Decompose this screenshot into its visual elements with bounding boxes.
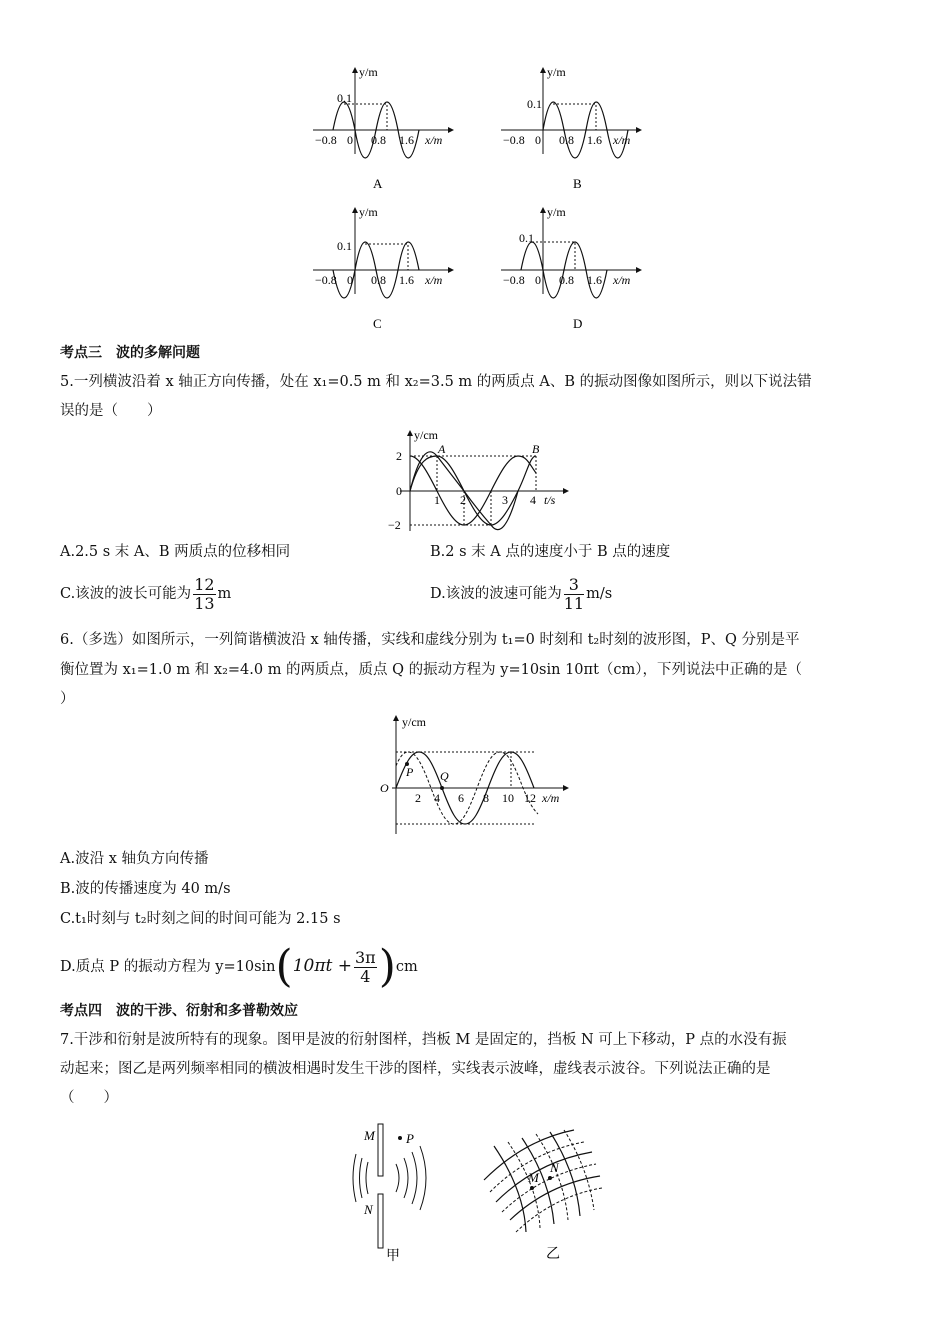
svg-text:0.8: 0.8	[371, 133, 386, 147]
svg-text:1: 1	[434, 493, 440, 507]
svg-text:y/m: y/m	[359, 205, 378, 219]
section-heading-3: 考点三 波的多解问题	[60, 345, 200, 361]
svg-text:N: N	[364, 1202, 373, 1217]
svg-text:4: 4	[434, 791, 440, 805]
svg-text:−0.8: −0.8	[503, 133, 525, 147]
q6-option-a: A.波沿 x 轴负方向传播	[60, 851, 209, 867]
svg-text:y/cm: y/cm	[402, 715, 426, 729]
svg-text:x/m: x/m	[425, 273, 443, 287]
q6-text-line2: 衡位置为 x₁=1.0 m 和 x₂=4.0 m 的两质点，质点 Q 的振动方程为 y=10sin 10πt（cm），下列说法中正确的是（	[60, 662, 803, 678]
q7-text-line2: 动起来；图乙是两列频率相同的横波相遇时发生干涉的图样，实线表示波峰，虚线表示波谷。下列说法正确的是	[60, 1061, 771, 1077]
svg-text:C: C	[373, 316, 382, 331]
q5-option-c: C.该波的波长可能为 $\frac{12}{13}$ m	[60, 574, 232, 613]
svg-text:y/m: y/m	[547, 205, 566, 219]
q5-text-line2: 误的是（ ）	[60, 403, 162, 419]
svg-text:B: B	[532, 442, 540, 456]
svg-text:8: 8	[483, 791, 489, 805]
wave-graph-a	[305, 62, 465, 202]
svg-text:y/m: y/m	[547, 65, 566, 79]
section-heading-4: 考点四 波的干涉、衍射和多普勒效应	[60, 1003, 298, 1019]
q5-option-a: A.2.5 s 末 A、B 两质点的位移相同	[60, 544, 291, 560]
svg-text:乙: 乙	[546, 1247, 560, 1262]
svg-text:1.6: 1.6	[399, 133, 414, 147]
q6-text-line3: ）	[60, 691, 75, 707]
q6-option-c: C.t₁时刻与 t₂时刻之间的时间可能为 2.15 s	[60, 911, 341, 927]
svg-text:A: A	[373, 176, 383, 191]
q7-text-line3: （ ）	[60, 1090, 118, 1106]
svg-text:2: 2	[460, 493, 466, 507]
q6-wave-graph	[372, 712, 582, 838]
svg-text:甲: 甲	[386, 1249, 400, 1264]
svg-text:6: 6	[458, 791, 464, 805]
svg-text:x/m: x/m	[613, 273, 631, 287]
svg-text:2: 2	[396, 449, 402, 463]
svg-text:P: P	[406, 765, 414, 779]
svg-text:y/m: y/m	[359, 65, 378, 79]
svg-text:P: P	[406, 1131, 414, 1146]
interference-figure-yi	[474, 1120, 614, 1264]
svg-text:M: M	[364, 1128, 375, 1143]
svg-text:−0.8: −0.8	[503, 273, 525, 287]
svg-text:−0.8: −0.8	[315, 133, 337, 147]
q6-option-d: D.质点 P 的振动方程为 y=10sin(10πt + $\frac{3\pi}{4}$ )cm	[60, 941, 418, 992]
svg-text:M: M	[528, 1170, 539, 1185]
q7-text-line1: 7.干涉和衍射是波所特有的现象。图甲是波的衍射图样，挡板 M 是固定的，挡板 N 可上下移动，P 点的水没有振	[60, 1032, 787, 1048]
wave-graph-b	[493, 62, 653, 202]
svg-text:0.8: 0.8	[371, 273, 386, 287]
svg-text:0: 0	[347, 133, 353, 147]
svg-text:x/m: x/m	[425, 133, 443, 147]
svg-text:0: 0	[535, 273, 541, 287]
svg-text:0.1: 0.1	[337, 239, 352, 253]
svg-text:x/m: x/m	[542, 791, 560, 805]
svg-text:0: 0	[396, 484, 402, 498]
svg-text:N: N	[550, 1160, 559, 1175]
q5-option-b: B.2 s 末 A 点的速度小于 B 点的速度	[430, 544, 671, 560]
svg-text:0.8: 0.8	[559, 273, 574, 287]
svg-text:1.6: 1.6	[587, 273, 602, 287]
svg-text:y/cm: y/cm	[414, 428, 438, 442]
svg-text:−0.8: −0.8	[315, 273, 337, 287]
svg-text:0: 0	[347, 273, 353, 287]
svg-text:10: 10	[502, 791, 514, 805]
diffraction-figure-jia	[340, 1118, 450, 1264]
wave-graph-c	[305, 202, 465, 342]
svg-text:3: 3	[502, 493, 508, 507]
svg-text:4: 4	[530, 493, 536, 507]
svg-text:0: 0	[535, 133, 541, 147]
svg-text:x/m: x/m	[613, 133, 631, 147]
svg-text:0.1: 0.1	[527, 97, 542, 111]
svg-text:Q: Q	[440, 769, 449, 783]
svg-text:1.6: 1.6	[587, 133, 602, 147]
svg-text:12: 12	[524, 791, 536, 805]
svg-text:D: D	[573, 316, 583, 331]
svg-text:1.6: 1.6	[399, 273, 414, 287]
q5-vibration-graph	[380, 425, 580, 537]
svg-text:2: 2	[415, 791, 421, 805]
svg-text:−2: −2	[388, 518, 401, 532]
svg-text:B: B	[573, 176, 582, 191]
q5-option-d: D.该波的波速可能为 $\frac{3}{11}$ m/s	[430, 574, 613, 613]
svg-text:0.8: 0.8	[559, 133, 574, 147]
svg-text:0.1: 0.1	[519, 231, 534, 245]
q5-text-line1: 5.一列横波沿着 x 轴正方向传播，处在 x₁=0.5 m 和 x₂=3.5 m 的两质点 A、B 的振动图像如图所示，则以下说法错	[60, 374, 812, 390]
q6-option-b: B.波的传播速度为 40 m/s	[60, 881, 231, 897]
svg-text:A: A	[438, 442, 446, 456]
svg-text:0.1: 0.1	[337, 91, 352, 105]
wave-graph-d	[493, 202, 653, 342]
svg-text:t/s: t/s	[544, 493, 556, 507]
svg-text:O: O	[380, 781, 389, 795]
q6-text-line1: 6.（多选）如图所示，一列简谐横波沿 x 轴传播，实线和虚线分别为 t₁=0 时刻和 t₂时刻的波形图，P、Q 分别是平	[60, 632, 800, 648]
